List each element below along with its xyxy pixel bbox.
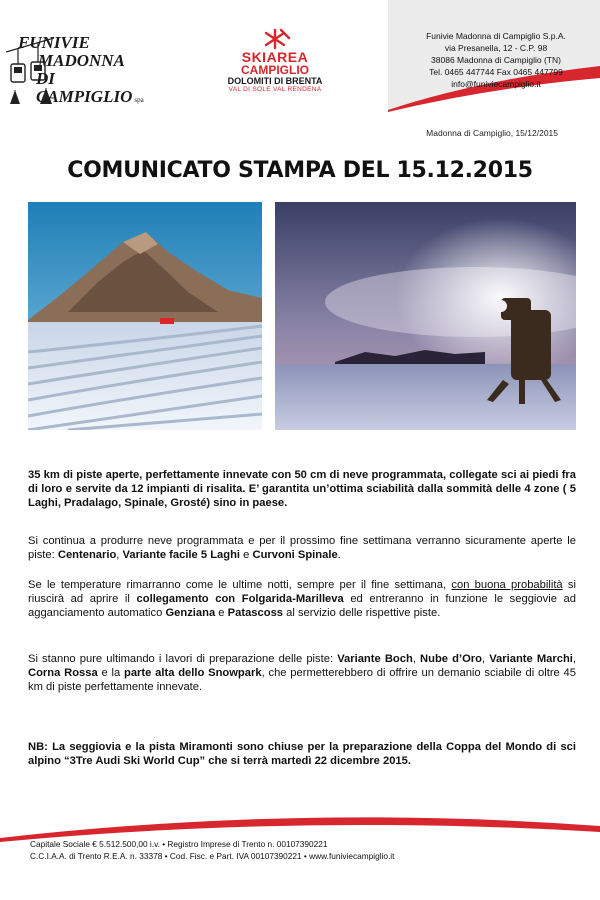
company-email[interactable]: info@funiviecampiglio.it <box>451 79 541 89</box>
paragraph-nb: NB: La seggiovia e la pista Miramonti sono chiuse per la preparazione della Coppa del Mondo di sci alpino “3Tre Audi Ski World Cup” che si terrà martedì 22 dicembre 2015. <box>28 741 576 767</box>
p3-bold-connection: collegamento con Folgarida-Marilleva <box>136 593 344 605</box>
paragraph-2 <box>28 534 576 562</box>
p3-bold-genziana: Genziana <box>165 607 216 619</box>
p4-piste-2: Nube d’Oro <box>420 653 482 665</box>
p2-text: Si continua a produrre neve programmata e per il prossimo fine settimana verranno sicuramente aperte le piste: <box>28 535 576 561</box>
groomed-slope-mountain-photo <box>28 202 262 430</box>
p3-underlined: con buona probabilità <box>451 579 563 591</box>
p4-sep-2: , <box>481 653 490 665</box>
p3-bold-patascoss: Patascoss <box>227 607 284 619</box>
footer-line-1: Capitale Sociale € 5.512.500,00 i.v. • Registro Imprese di Trento n. 00107390221 <box>30 839 328 849</box>
p2-piste-2: Variante facile 5 Laghi <box>122 549 241 561</box>
p4-sep-1: , <box>412 653 421 665</box>
skiarea-logo <box>220 28 330 98</box>
skiarea-brand: SKIAREA <box>241 49 309 65</box>
p3-text-b: si riuscirà ad aprire il <box>28 579 576 605</box>
p3-text-e: al servizio delle rispettive piste. <box>283 607 441 619</box>
logo-line-2: MADONNA <box>38 51 125 70</box>
p3-text-d: e <box>215 607 228 619</box>
p3-text-c: ed entreranno in funzione le seggiovie ad agganciamento automatico <box>28 593 576 619</box>
p4-text-c: , che permetterebbero di offrire un demanio sciabile di oltre 45 km di piste perfettamente innevate. <box>28 667 577 693</box>
p4-sep-4: e la <box>97 667 124 679</box>
p2-sep-2: e <box>240 549 253 561</box>
p3-text-a: Se le temperature rimarranno come le ultime notti, sempre per il fine settimana, <box>28 579 452 591</box>
company-phone: Tel. 0465 447744 Fax 0465 447799 <box>429 67 563 77</box>
skiarea-tagline: VAL DI SOLE VAL RENDENA <box>228 86 322 93</box>
p2-piste-1: Centenario <box>57 549 117 561</box>
footer-line-2: C.C.I.A.A. di Trento R.E.A. n. 33378 • Cod. Fisc. e Part. IVA 00107390221 • www.funiviecampiglio.it <box>30 851 395 861</box>
p4-piste-1: Variante Boch <box>337 653 413 665</box>
logo-suffix: spa <box>134 96 144 104</box>
p4-piste-4: Corna Rossa <box>28 667 98 679</box>
p2-piste-3: Curvoni Spinale <box>252 549 338 561</box>
p4-piste-5: parte alta dello Snowpark <box>124 667 262 679</box>
paragraph-1: 35 km di piste aperte, perfettamente innevate con 50 cm di neve programmata, collegate sci ai piedi fra di loro e servite da 12 impianti di risalita. E’ garantita un’ottima sciabilità dalla sommità delle 4 zone ( 5 Laghi, Pradalago, Spinale, Grosté) sino in paese. <box>28 469 576 509</box>
company-contact-block <box>396 30 596 90</box>
company-name: Funivie Madonna di Campiglio S.p.A. <box>426 31 566 41</box>
snow-cannon-dusk-photo <box>275 202 576 430</box>
snow-star-icon <box>255 28 295 50</box>
funivie-logo <box>6 22 166 112</box>
p4-text-a: Si stanno pure ultimando i lavori di preparazione delle piste: <box>28 653 338 665</box>
p2-sep-1: , <box>116 549 123 561</box>
company-street: via Presanella, 12 - C.P. 98 <box>444 43 548 53</box>
skiarea-name: CAMPIGLIO <box>241 63 309 77</box>
paragraph-4 <box>28 652 576 694</box>
p4-piste-3: Variante Marchi <box>489 653 573 665</box>
page-title: COMUNICATO STAMPA DEL 15.12.2015 <box>67 158 533 183</box>
p2-end: . <box>337 549 341 561</box>
date-line: Madonna di Campiglio, 15/12/2015 <box>426 128 558 138</box>
logo-line-1: FUNIVIE <box>18 33 90 52</box>
skiarea-subtitle: DOLOMITI DI BRENTA <box>227 76 323 86</box>
company-city: 38086 Madonna di Campiglio (TN) <box>431 55 561 65</box>
paragraph-3 <box>28 578 576 620</box>
footer-legal <box>30 838 394 862</box>
logo-line-3: DI CAMPIGLIO <box>36 69 133 106</box>
p4-sep-3: , <box>572 653 577 665</box>
funivie-logo-text <box>18 34 166 109</box>
